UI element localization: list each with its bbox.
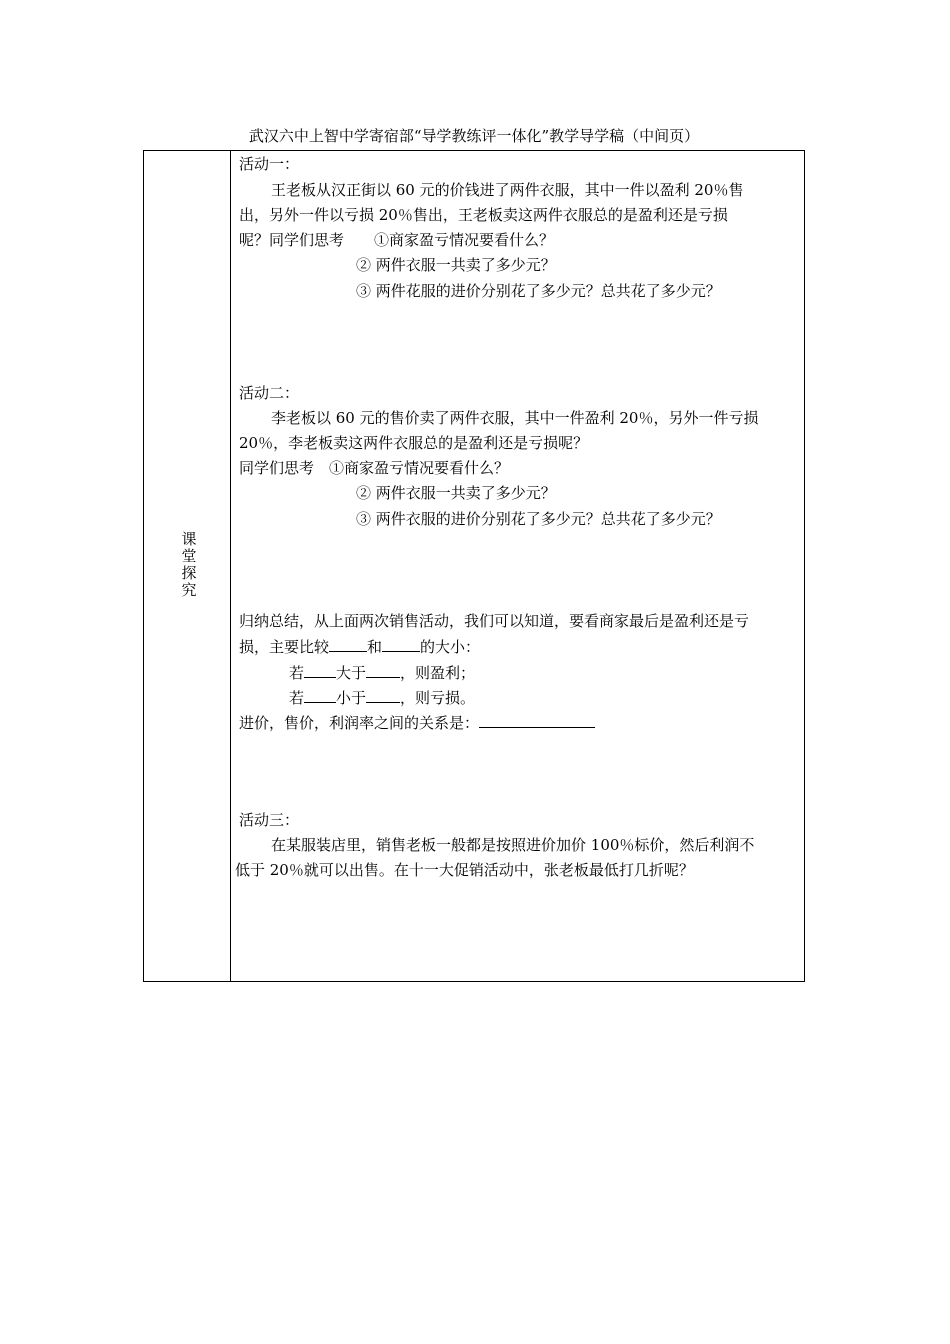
summary-text: 归纳总结，从上面两次销售活动，我们可以知道，要看商家最后是盈利还是亏	[239, 612, 750, 630]
fill-blank[interactable]	[366, 688, 400, 703]
summary-text: 和	[367, 638, 383, 656]
document-header: 武汉六中上智中学寄宿部“导学教练评一体化”教学导学稿（中间页）	[248, 127, 700, 145]
activity2-question3: ③ 两件衣服的进价分别花了多少元？总共花了多少元？	[356, 510, 721, 528]
activity2-text: 20％，李老板卖这两件衣服总的是盈利还是亏损呢？	[239, 434, 589, 452]
activity1-question3: ③ 两件花服的进价分别花了多少元？总共花了多少元？	[356, 282, 721, 300]
summary-text: 若	[289, 689, 305, 707]
summary-compare-line	[239, 635, 480, 659]
section-label-char: 究	[181, 581, 197, 599]
section-label-char: 堂	[181, 547, 197, 565]
relation-line	[239, 711, 595, 735]
summary-text: 小于	[336, 689, 367, 707]
summary-text: 进价，售价，利润率之间的关系是：	[239, 714, 480, 732]
summary-text: ，则亏损。	[400, 689, 476, 707]
summary-text: 损，主要比较	[239, 638, 330, 656]
activity1-text: 出，另外一件以亏损 20％售出，王老板卖这两件衣服总的是盈利还是亏损	[239, 206, 728, 224]
activity1-text: 王老板从汉正街以 60 元的价钱进了两件衣服，其中一件以盈利 20％售	[271, 181, 744, 199]
section-label-char: 课	[181, 530, 197, 548]
profit-condition-line	[289, 661, 475, 685]
activity2-title: 活动二：	[239, 384, 300, 402]
worksheet-table	[143, 150, 805, 982]
activity3-text: 在某服装店里，销售老板一般都是按照进价加价 100％标价，然后利润不	[271, 836, 755, 854]
summary-text: 的大小：	[420, 638, 481, 656]
section-label	[179, 531, 199, 599]
activity2-text: 李老板以 60 元的售价卖了两件衣服，其中一件盈利 20％，另外一件亏损	[271, 409, 759, 427]
loss-condition-line	[289, 686, 475, 710]
fill-blank[interactable]	[382, 637, 420, 652]
summary-text: 若	[289, 664, 305, 682]
activity1-question2: ② 两件衣服一共卖了多少元？	[356, 256, 556, 274]
activity2-text: 同学们思考 ①商家盈亏情况要看什么？	[239, 459, 510, 477]
fill-blank[interactable]	[366, 663, 400, 678]
summary-text: ，则盈利；	[400, 664, 476, 682]
fill-blank[interactable]	[329, 637, 367, 652]
activity2-question2: ② 两件衣服一共卖了多少元？	[356, 484, 556, 502]
section-label-char: 探	[181, 564, 197, 582]
activity3-text: 低于 20％就可以出售。在十一大促销活动中，张老板最低打几折呢？	[235, 861, 694, 879]
section-label-cell	[144, 151, 231, 981]
activity1-text: 呢？同学们思考 ①商家盈亏情况要看什么？	[239, 231, 555, 249]
activity1-title: 活动一：	[239, 155, 300, 173]
fill-blank[interactable]	[479, 713, 595, 728]
fill-blank[interactable]	[304, 663, 336, 678]
activity3-title: 活动三：	[239, 811, 300, 829]
fill-blank[interactable]	[304, 688, 336, 703]
summary-text: 大于	[336, 664, 367, 682]
